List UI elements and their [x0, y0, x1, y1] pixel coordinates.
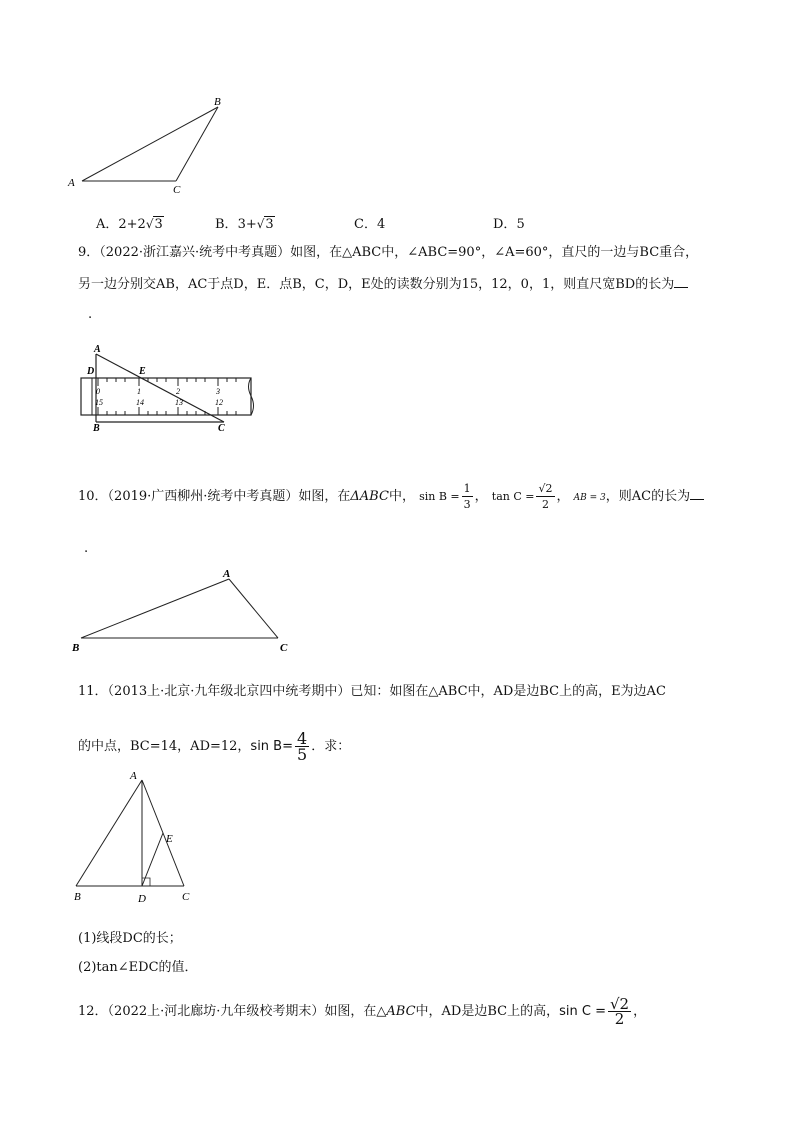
label-a: A [94, 344, 101, 355]
label-b: B [74, 891, 81, 903]
q9-line1: 9．（2022·浙江嘉兴·统考中考真题）如图，在△ABC中，∠ABC=90°，∠A=60°，直尺的一边与BC重合， [78, 245, 699, 260]
triangle-figure-q8 [60, 90, 250, 195]
tick-bottom-14: 14 [136, 398, 144, 407]
q11-line2: 的中点，BC=14，AD=12，sin B= $\frac{4}{5}$ ．求： [78, 728, 351, 764]
label-c: C [280, 642, 288, 654]
q11-line1: 11．（2013上·北京·九年级北京四中统考期中）已知：如图在△ABC中，AD是边BC上的高，E为边AC [78, 684, 666, 699]
label-d: D [87, 366, 95, 377]
tick-bottom-15: 15 [95, 398, 103, 407]
q11-sub1: (1)线段DC的长； [78, 931, 182, 946]
answer-blank[interactable] [690, 487, 704, 500]
label-c: C [182, 891, 190, 903]
label-e: E [166, 833, 173, 845]
option-a[interactable]: A．2+2√3 [96, 217, 163, 232]
option-b[interactable]: B．3+√3 [215, 217, 274, 232]
option-c[interactable]: C．4 [354, 217, 386, 232]
label-b: B [72, 642, 80, 654]
triangle-figure-q11 [66, 768, 196, 908]
answer-blank[interactable] [674, 275, 688, 288]
tick-top-2: 2 [176, 387, 180, 396]
label-c: C [173, 184, 181, 195]
tick-bottom-12: 12 [215, 398, 223, 407]
q12-line1: 12．（2022上·河北廊坊·九年级校考期末）如图，在△ABC中，AD是边BC上的高，sin C = $\frac{√2}{2}$ ， [78, 994, 647, 1028]
q10-dot: . [84, 541, 89, 556]
label-a: A [223, 568, 231, 580]
tick-bottom-13: 13 [175, 398, 183, 407]
q10-line1: 10．（2019·广西柳州·统考中考真题）如图，在ΔABC中， sin B = $\frac{1}{3}$ ， tan C = $\frac{√2}{2}$ ， AB = 3，则AC的长为 [78, 480, 704, 520]
triangle-figure-q10 [68, 565, 298, 657]
label-c: C [218, 423, 225, 432]
label-b: B [214, 96, 221, 108]
label-e: E [139, 366, 146, 377]
label-b: B [93, 423, 100, 432]
label-d: D [138, 893, 146, 905]
tick-top-0: 0 [96, 387, 100, 396]
q11-sub2: (2)tan∠EDC的值． [78, 960, 198, 975]
tick-top-3: 3 [216, 387, 220, 396]
ruler-figure-q9 [78, 342, 258, 432]
q9-line3: . [88, 307, 93, 322]
option-d[interactable]: D．5 [493, 217, 525, 232]
q9-line2: 另一边分别交AB，AC于点D，E．点B，C，D，E处的读数分别为15，12，0，1，则直尺宽BD的长为 [78, 275, 688, 294]
label-a: A [68, 177, 75, 189]
tick-top-1: 1 [137, 387, 141, 396]
label-a: A [130, 770, 137, 782]
